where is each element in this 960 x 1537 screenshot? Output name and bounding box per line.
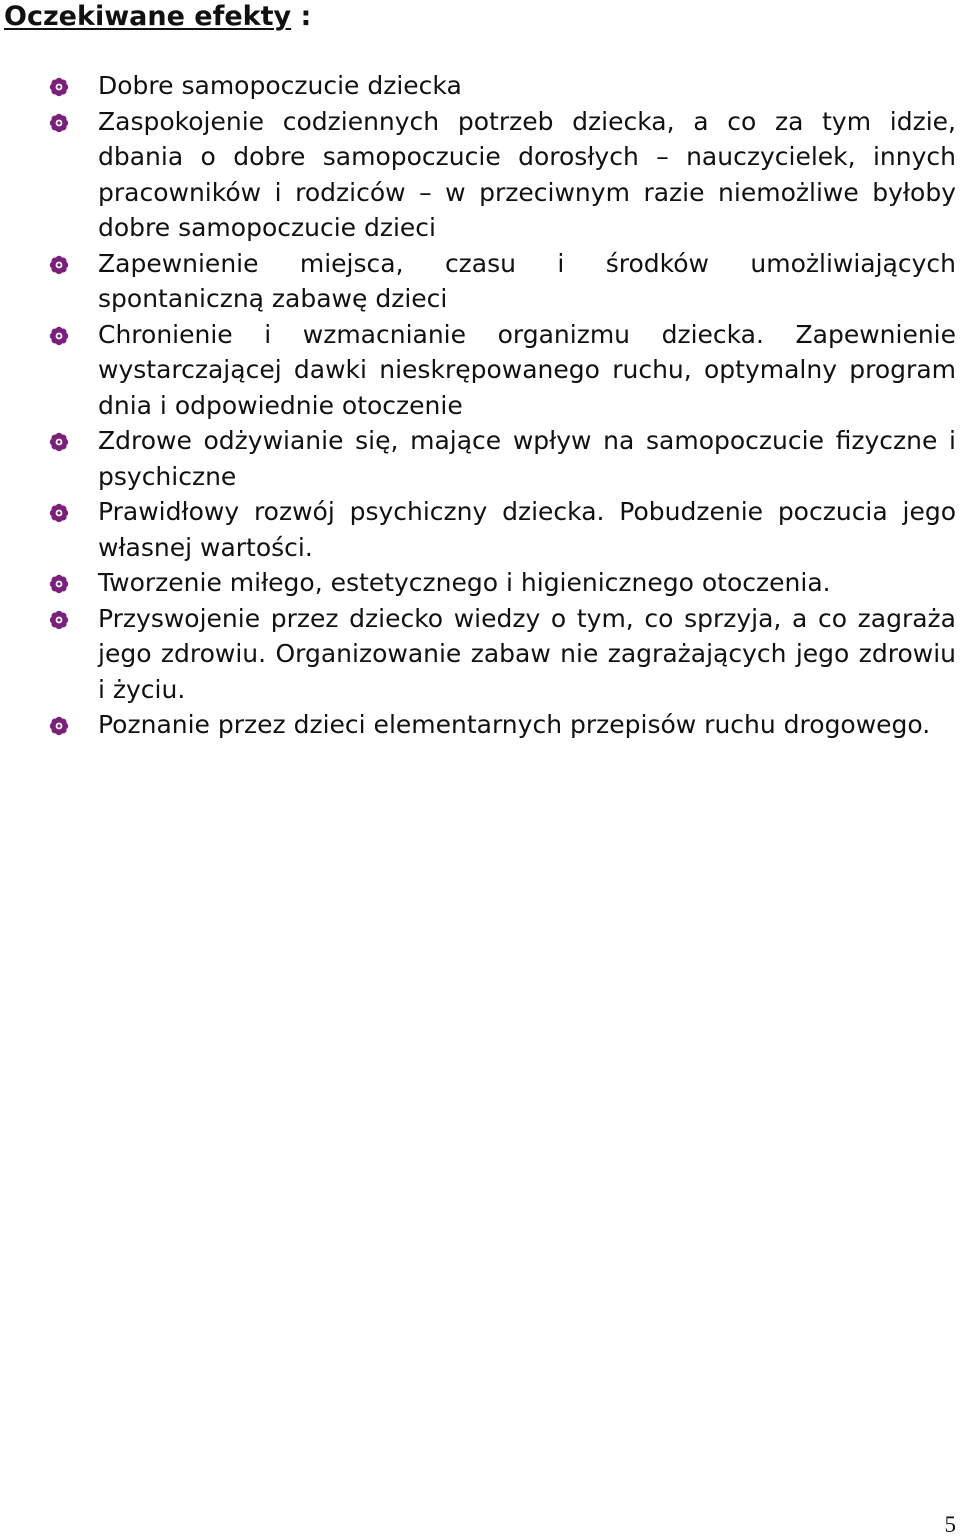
flower-icon (49, 432, 69, 452)
effect-text: Chronienie i wzmacnianie organizmu dziecka. Zapewnienie wystarczającej dawki nieskrępowanego ruchu, optymalny program dnia i odpowiednie otoczenie (98, 319, 956, 420)
page-heading (4, 0, 311, 33)
effect-text: Prawidłowy rozwój psychiczny dziecka. Pobudzenie poczucia jego własnej wartości. (98, 497, 956, 562)
effect-text: Tworzenie miłego, estetycznego i higienicznego otoczenia. (98, 568, 831, 597)
flower-icon (49, 574, 69, 594)
effect-text: Dobre samopoczucie dziecka (98, 71, 462, 100)
flower-icon (49, 255, 69, 275)
effect-text: Zapewnienie miejsca, czasu i środków umożliwiających spontaniczną zabawę dzieci (98, 248, 956, 313)
page-number: 5 (944, 1512, 956, 1537)
effect-list-item (0, 423, 960, 494)
effect-list-item (0, 565, 960, 601)
flower-icon (49, 716, 69, 736)
effect-text: Poznanie przez dzieci elementarnych przepisów ruchu drogowego. (98, 710, 931, 739)
flower-icon (49, 77, 69, 97)
effect-text: Zaspokojenie codziennych potrzeb dziecka, a co za tym idzie, dbania o dobre samopoczucie dorosłych – nauczycielek, innych pracowników i rodziców – w przeciwnym razie niemożliwe byłoby dobre samopoczucie dzieci (98, 106, 956, 242)
effect-list-item (0, 104, 960, 246)
effect-list-item (0, 601, 960, 708)
effect-text: Przyswojenie przez dziecko wiedzy o tym, co sprzyja, a co zagraża jego zdrowiu. Organizowanie zabaw nie zagrażających jego zdrowiu i życiu. (98, 603, 956, 704)
effect-list-item (0, 707, 960, 743)
effect-list-item (0, 317, 960, 424)
effect-list-item (0, 68, 960, 104)
heading-suffix: : (291, 1, 312, 32)
flower-icon (49, 503, 69, 523)
effects-list (0, 68, 960, 743)
flower-icon (49, 610, 69, 630)
effect-text: Zdrowe odżywianie się, mające wpływ na samopoczucie fizyczne i psychiczne (98, 426, 956, 491)
flower-icon (49, 113, 69, 133)
flower-icon (49, 326, 69, 346)
effect-list-item (0, 494, 960, 565)
effect-list-item (0, 246, 960, 317)
heading-title: Oczekiwane efekty (4, 1, 292, 32)
